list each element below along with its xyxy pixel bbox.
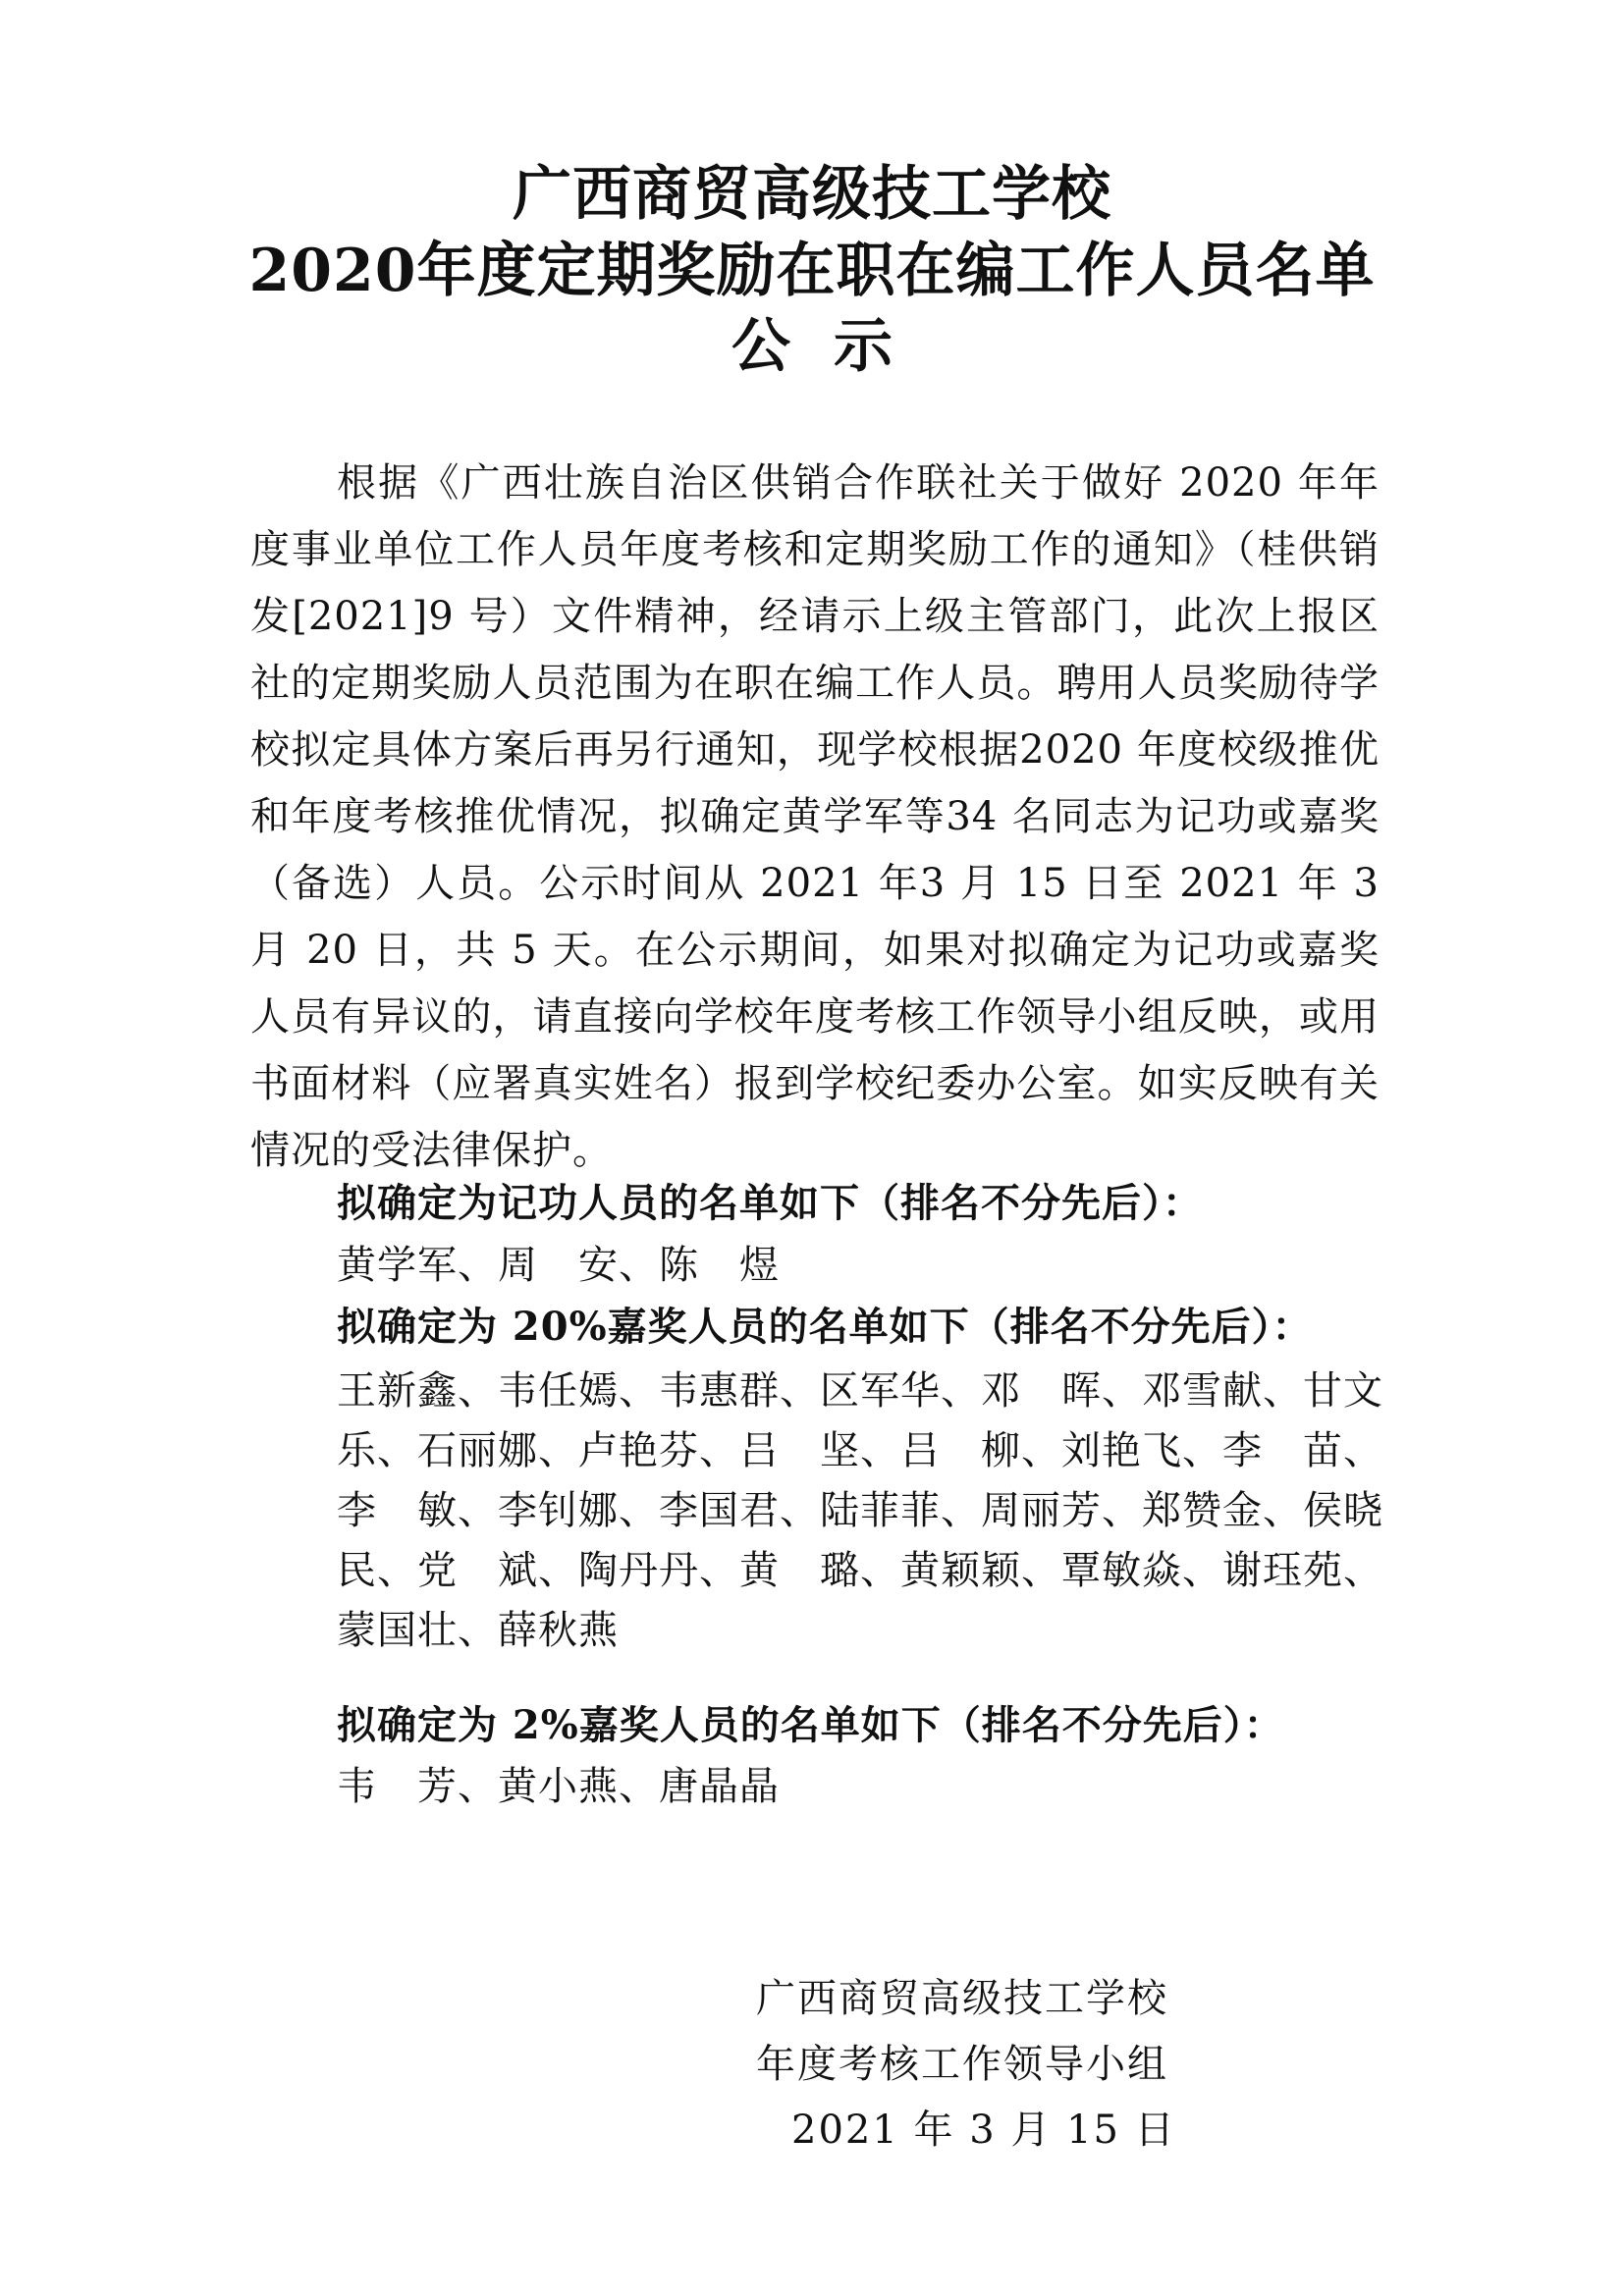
- signature-date-text: 2021 年 3 月 15 日: [791, 2108, 1176, 2153]
- title-announcement: [0, 312, 1624, 381]
- title-school-name: 广西商贸高级技工学校: [513, 160, 1111, 229]
- body-paragraph: 根据《广西壮族自治区供销合作联社关于做好 2020 年年度事业单位工作人员年度考核和定期奖励工作的通知》（桂供销发[2021]9 号）文件精神，经请示上级主管部门，此次上报区社的定期奖励人员范围为在职在编工作人员。聘用人员奖励待学校拟定具体方案后再另行通知，现学校根据2020 年度校级推优和年度考核推优情况，拟确定黄学军等34 名同志为记功或嘉奖（备选）人员。公示时间从 2021 年3 月 15 日至 2021 年 3 月 20 日，共 5 天。在公示期间，如果对拟确定为记功或嘉奖人员有异议的，请直接向学校年度考核工作领导小组反映，或用书面材料（应署真实姓名）报到学校纪委办公室。如实反映有关情况的受法律保护。: [250, 460, 1380, 1173]
- signature-group-text: 年度考核工作领导小组: [756, 2042, 1168, 2087]
- merit-names: 黄学军、周 安、陈 煜: [337, 1243, 780, 1288]
- commend20-names: 王新鑫、韦任嫣、韦惠群、区军华、邓 晖、邓雪献、甘文乐、石丽娜、卢艳芬、吕 坚、吕 柳、刘艳飞、李 苗、李 敏、李钊娜、李国君、陆菲菲、周丽芳、郑赞金、侯晓民、党 斌、陶丹丹、黄 璐、黄颖颖、覃敏焱、谢珏苑、蒙国壮、薛秋燕: [337, 1368, 1383, 1653]
- commend2-heading: 拟确定为 2%嘉奖人员的名单如下（排名不分先后）：: [337, 1702, 1284, 1748]
- title-char-2: 示: [834, 312, 893, 381]
- merit-heading: 拟确定为记功人员的名单如下（排名不分先后）：: [337, 1180, 1203, 1226]
- signature-org-text: 广西商贸高级技工学校: [756, 1976, 1168, 2021]
- title-char-1: 公: [731, 312, 790, 381]
- commend2-names: 韦 芳、黄小燕、唐晶晶: [337, 1764, 780, 1809]
- commend20-heading: 拟确定为 20%嘉奖人员的名单如下（排名不分先后）：: [337, 1304, 1313, 1350]
- title-list-name: 2020年度定期奖励在职在编工作人员名单: [248, 237, 1376, 305]
